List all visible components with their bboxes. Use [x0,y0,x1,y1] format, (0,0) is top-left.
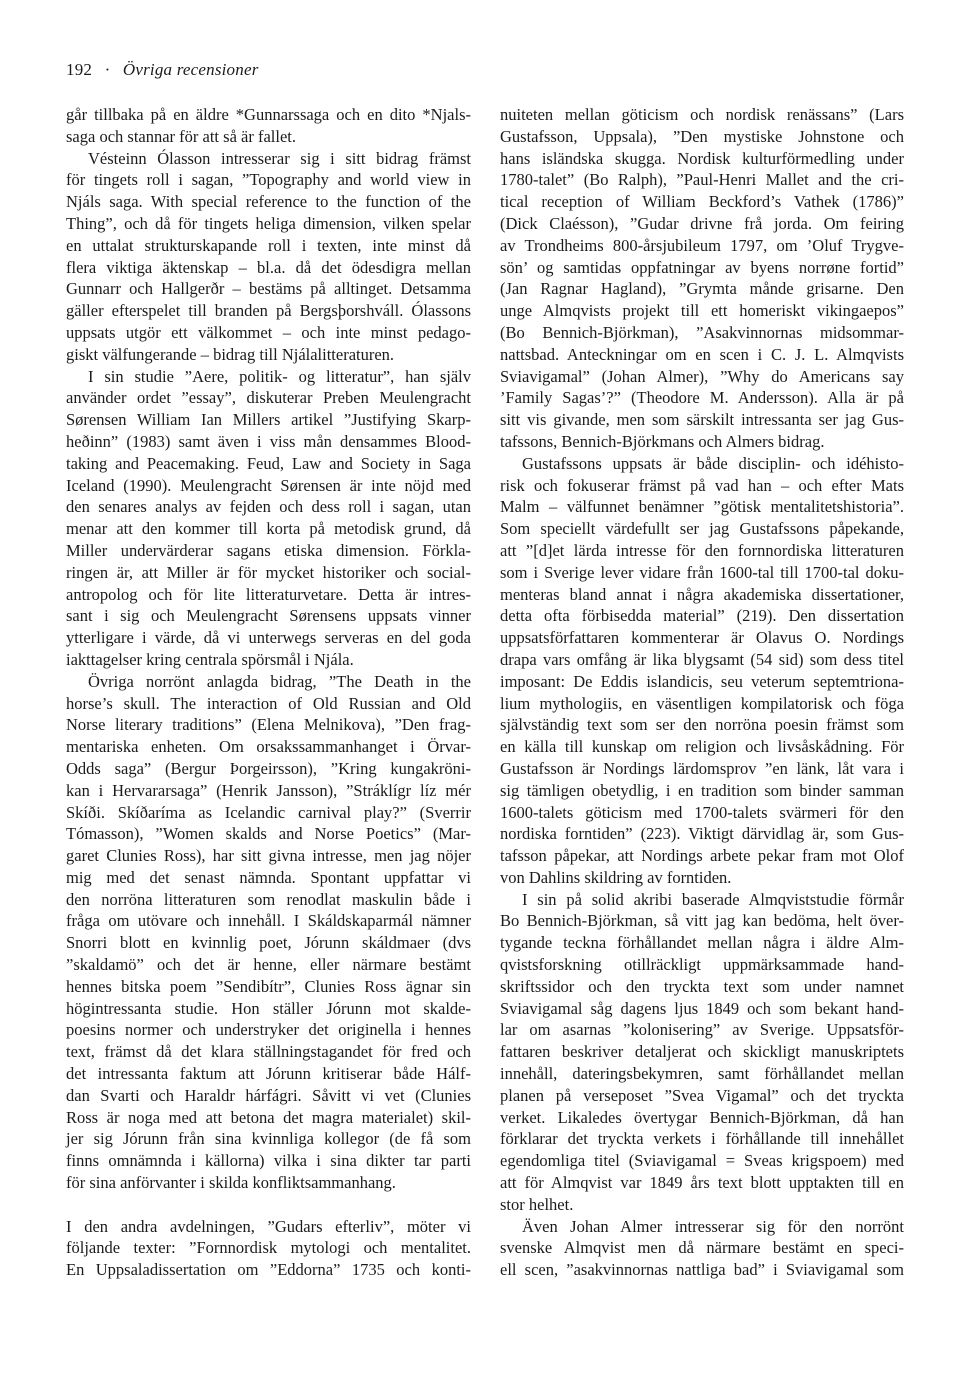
text-line: tygande teckna förhållandet mellan några i äldre Alm- [500,933,904,953]
text-line: antropolog och för lite litteraturvetare. Detta är intres- [66,584,471,604]
text-line: Ross är noga med att betona det magra materialet) skil- [66,1107,471,1127]
text-line: uppsats utgör ett välkommet – och inte minst pedago- [66,322,471,342]
text-line: ’Family Sagas’?” (Theodore M. Andersson). Alla är på [500,388,904,408]
text-line: lar om asarnas ”kolonisering” av Sverige. Uppsatsför- [500,1020,904,1040]
text-line: Gustafsson är Nordings lärdomsprov ”en länk, låt vara i [500,758,904,778]
text-line: skriftssidor och den tryckta text som under namnet [500,976,904,996]
text-line: Som speciellt värdefullt ser jag Gustafssons påpekande, [500,519,904,539]
page-number: 192 [66,60,93,79]
text-line: qvistsforskning otillräckligt uppmärksammade hand- [500,955,904,975]
header-separator: · [104,60,111,79]
text-line: Njáls saga. With special reference to the function of the [66,192,471,212]
running-head [66,58,259,82]
text-line: Sørensen William Ian Millers artikel ”Justifying Skarp- [66,410,471,430]
paragraph-gap [66,1194,471,1216]
text-line: Övriga norrönt anlagda bidrag, ”The Death in the [88,671,471,691]
text-line: Skíði. Skíðaríma as Icelandic carnival play?” (Sverrir [66,802,471,822]
text-line: följande texter: ”Fornnordisk mytologi och mentalitet. [66,1238,471,1258]
text-line: för tingets roll i sagan, ”Topography and world view in [66,170,471,190]
text-line: sig tämligen obetydlig, i en tradition som binder samman [500,780,904,800]
text-line: Bo Bennich-Björkman, så vitt jag kan bedöma, helt över- [500,911,904,931]
text-line: förklarar det tryckta verkets i förhållande till innehållet [500,1129,904,1149]
text-line: von Dahlins skildring av forntiden. [500,867,732,887]
text-line: heðinn” (1983) samt även i viss mån densammes Blood- [66,431,471,451]
text-line: risk och fokuserar främst på vad han – och efter Mats [500,475,904,495]
text-line: unge Almqvists projekt till ett homeriskt vikingaepos” [500,301,904,321]
text-line: svenske Almqvist men då närmare bestämt en speci- [500,1238,904,1258]
text-line: sitt vis givande, men som särskilt intressanta ser jag Gus- [500,410,904,430]
text-line: horse’s skull. The interaction of Old Russian and Old [66,693,471,713]
text-line: verket. Likaledes övertygar Bennich-Björkman, då han [500,1107,904,1127]
text-line: finns omnämnda i källorna) vilka i sina dikter tar parti [66,1151,471,1171]
text-line: som i Sverige lever vidare från 1600-tal till 1700-tal doku- [500,562,904,582]
text-line: gäller efterspelet till branden på Bergsþorshváll. Ólassons [66,301,471,321]
text-line: den norröna litteraturen som renodlat maskulin både i [66,889,471,909]
left-text-column [66,104,471,1281]
text-line: Gunnarr och Hallgerðr – bestäms på alltinget. Detsamma [66,279,471,299]
text-line: sant i sig och Meulengracht Sørensens uppsats vinner [66,606,471,626]
text-line: hennes bitska poem ”Sendibítr”, Clunies Ross ägnar sin [66,976,471,996]
text-line: sön’ og samtidas oppfatningar av byens norrøne fortid” [500,257,904,277]
text-line: jer sig Jórunn från sina kvinnliga kollegor (de få som [66,1129,471,1149]
text-line: tical reception of William Beckford’s Vathek (1786)” [500,192,904,212]
text-line: stor helhet. [500,1194,574,1214]
text-line: text, främst då det klara ställningstagandet för fred och [66,1042,471,1062]
text-line: poesins normer och understryker det originella i hennes [66,1020,471,1040]
text-line: 1780-talet” (Bo Ralph), ”Paul-Henri Mallet and the cri- [500,170,904,190]
text-line: En Uppsaladissertation om ”Eddorna” 1735 och konti- [66,1260,471,1280]
text-line: Gustafssons uppsats är både disciplin- och idéhisto- [522,453,904,473]
text-line: tafsson påpekar, att Nordings arbete pekar fram mot Olof [500,846,904,866]
text-line: egendomliga titel (Sviavigamal = Sveas krigspoem) med [500,1151,904,1171]
text-line: Sviavigamal” (Johan Almer), ”Why do Americans say [500,366,904,386]
text-line: nordiska forntiden” (223). Viktigt därvidlag är, som Gus- [500,824,904,844]
text-line: I sin på solid akribi baserade Almqviststudie förmår [522,889,904,909]
text-line: uppsatsförfattaren kommenterar är Olavus O. Nordings [500,628,904,648]
text-line: giskt välfungerande – bidrag till Njálalitteraturen. [66,344,395,364]
text-line: garet Clunies Ross), har sitt givna intresse, men jag nöjer [66,846,471,866]
text-line: menar att den kommer till korta på metodisk grund, då [66,519,471,539]
text-line: lium mythologiis, en väsentligen kompilatorisk och föga [500,693,904,713]
text-line: Thing”, och då för tingets heliga dimension, vilken spelar [66,213,471,233]
text-line: mentariska enheten. Om orsakssammanhanget i Örvar- [66,737,471,757]
text-line: går tillbaka på en äldre *Gunnarssaga och en dito *Njals- [66,105,471,124]
text-line: Sviavigamal såg dagens ljus 1849 och som bekant hand- [500,998,904,1018]
text-line: Odds saga” (Bergur Þorgeirsson), ”Kring kungakröni- [66,758,471,778]
text-line: självständig text som ser den norröna poesin främst som [500,715,904,735]
text-line: Vésteinn Ólasson intresserar sig i sitt bidrag främst [88,148,471,168]
text-line: använder ordet ”essay”, diskuterar Preben Meulengracht [66,388,471,408]
text-line: (Bo Bennich-Björkman), ”Asakvinnornas midsommar- [500,322,904,342]
text-line: ”skaldamö” och det är henne, eller närmare bestämt [66,955,471,975]
text-line: tafssons, Bennich-Björkmans och Almers bidrag. [500,431,825,451]
text-line: I den andra avdelningen, ”Gudars efterliv”, möter vi [66,1216,471,1236]
text-line: den senares analys av fejden och dess roll i sagan, utan [66,497,471,517]
text-line: ell scen, ”asakvinnornas nattliga bad” i Sviavigamal som [500,1260,904,1280]
text-line: Gustafsson, Uppsala), ”Den mystiske Johnstone och [500,126,904,146]
text-line: menteras bland annat i några akademiska dissertationer, [500,584,904,604]
text-line: 1600-talets göticism med 1700-talets svärmeri för den [500,802,904,822]
section-title: Övriga recensioner [122,60,259,79]
text-line: en källa till kunskap om religion och livsåskådning. För [500,737,904,757]
text-line: kan i Hervararsaga” (Henrik Jansson), ”Stráklígr líz mér [66,780,471,800]
text-line: detta ofta förbisedda material” (219). Den dissertation [500,606,904,626]
text-line: Iceland (1990). Meulengracht Sørensen är inte nöjd med [66,475,471,495]
text-line: att ”[d]et lärda intresse för den fornnordiska litteraturen [500,540,904,560]
text-line: av Trondheims 800-årsjubileum 1797, om ’Oluf Trygve- [500,235,904,255]
text-line: mig med det senast nämnda. Spontant uppfattar vi [66,867,471,887]
text-line: fråga om utövare och innehåll. I Skáldskaparmál nämner [66,911,471,931]
text-line: att för Almqvist var 1849 års text blott upptakten till en [500,1173,904,1193]
text-line: nuiteten mellan göticism och nordisk renässans” (Lars [500,105,904,124]
text-line: Tómasson), ”Women skalds and Norse Poetics” (Mar- [66,824,471,844]
text-line: dan Svarti och Haraldr hárfágri. Såvitt vi vet (Clunies [66,1085,471,1105]
text-line: imposant: De Eddis islandicis, seu veterum septemtriona- [500,671,904,691]
text-line: Malm – välfunnet benämner ”götisk mentalitetshistoria”. [500,497,904,517]
text-line: ytterligare i värde, då vi unterwegs serveras en del goda [66,628,471,648]
text-line: drapa vars omfång är lika blygsamt (54 sid) som dess titel [500,649,904,669]
text-line: en uttalat strukturskapande roll i texten, inte minst då [66,235,471,255]
text-line: (Dick Claésson), ”Gudar drivne frå jorda. Om feiring [500,213,904,233]
text-line: flera viktiga äktenskap – bl.a. då det ödesdigra mellan [66,257,471,277]
text-line: för sina anförvanter i skilda konfliktsammanhang. [66,1173,396,1193]
text-line: planen på verseposet ”Svea Vigamal” och det tryckta [500,1085,904,1105]
right-text-column [500,104,904,1281]
text-line: ringen är, att Miller är för mycket historiker och social- [66,562,471,582]
text-line: (Jan Ragnar Hagland), ”Grymta månde grisarne. Den [500,279,904,299]
text-line: högintressanta studie. Hon ställer Jórunn mot skalde- [66,998,471,1018]
text-line: iakttagelser kring centrala spörsmål i Njála. [66,649,354,669]
text-line: det intressanta faktum att Jórunn kritiserar både Hálf- [66,1064,471,1084]
text-line: Snorri blott en kvinnlig poet, Jórunn skáldmaer (dvs [66,933,471,953]
text-line: saga och stannar för att så är fallet. [66,126,296,146]
text-line: Även Johan Almer intresserar sig för den norrönt [522,1216,904,1236]
text-line: hans isländska skugga. Nordisk kulturförmedling under [500,148,904,168]
text-line: nattsbad. Anteckningar om en scen i C. J. L. Almqvists [500,344,904,364]
text-line: Norse literary traditions” (Elena Melnikova), ”Den frag- [66,715,471,735]
text-line: fattaren beskriver detaljerat och skickligt manuskriptets [500,1042,904,1062]
text-line: innehåll, dateringsbekymren, samt förhållandet mellan [500,1064,904,1084]
text-line: taking and Peacemaking. Feud, Law and Society in Saga [66,453,471,473]
text-line: I sin studie ”Aere, politik- og litteratur”, han själv [88,366,471,386]
text-line: Miller undervärderar sagans etiska dimension. Förkla- [66,540,471,560]
